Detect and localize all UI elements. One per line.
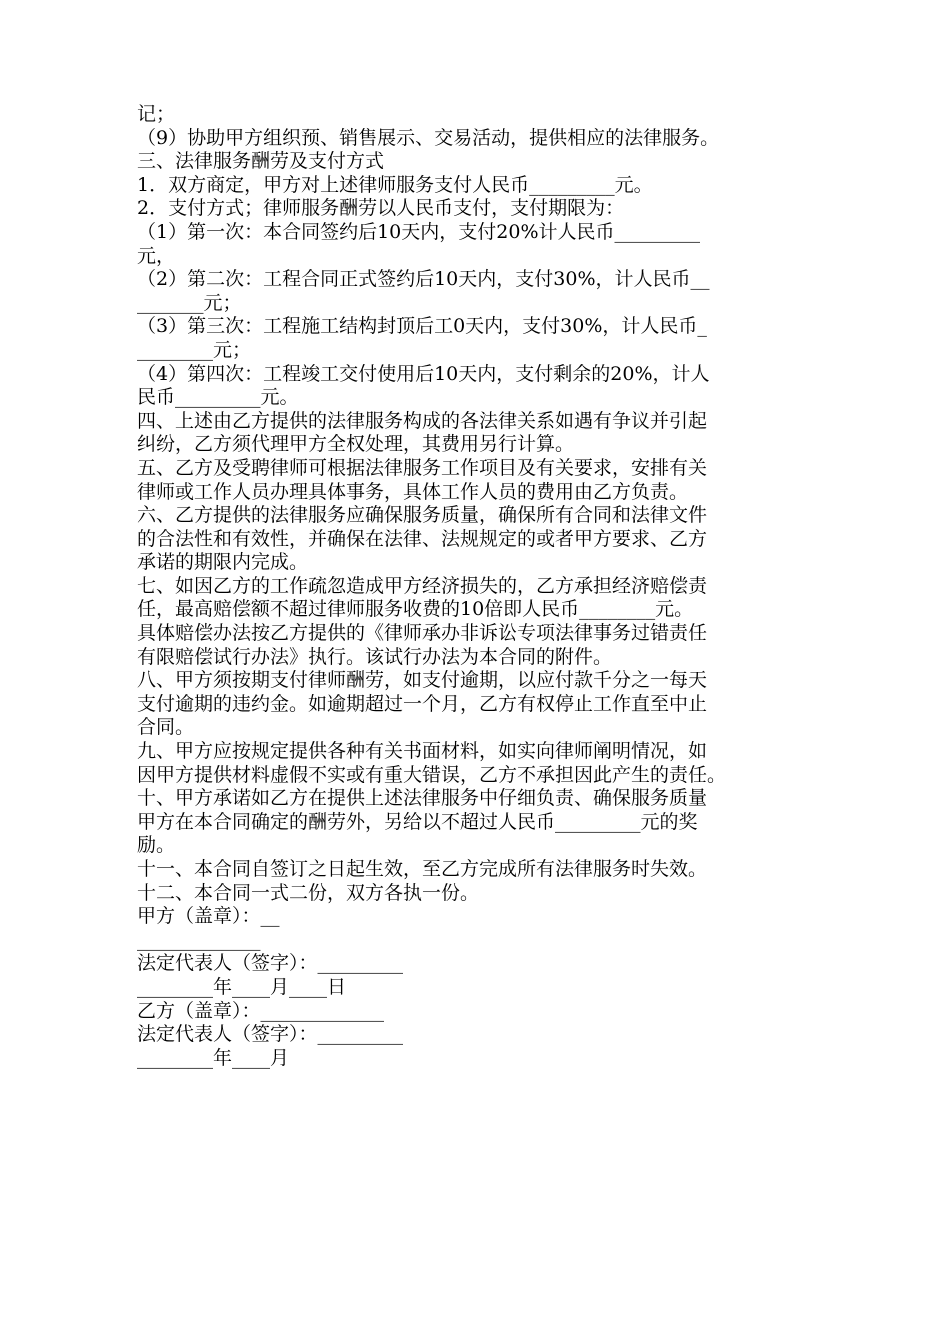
text-line: 具体赔偿办法按乙方提供的《律师承办非诉讼专项法律事务过错责任 [137,622,708,645]
text-line: 律师或工作人员办理具体事务，具体工作人员的费用由乙方负责。 [137,480,689,503]
party-a-seal-blank: _____________ [137,928,261,951]
text-line: 有限赔偿试行办法》执行。该试行办法为本合同的附件。 [137,645,613,668]
text-line: 元， [137,244,176,267]
text-line: _______元； [137,291,242,314]
text-line: 八、甲方须按期支付律师酬劳，如支付逾期，以应付款千分之一每天 [137,669,708,692]
text-line: 七、如因乙方的工作疏忽造成甲方经济损失的，乙方承担经济赔偿责 [137,574,708,597]
text-line: 支付逾期的违约金。如逾期超过一个月，乙方有权停止工作直至中止 [137,692,708,715]
text-line: 任，最高赔偿额不超过律师服务收费的10倍即人民币________元。 [137,598,694,621]
text-line: 民币_________元。 [137,386,299,409]
text-line: （2）第二次：工程合同正式签约后10天内，支付30%，计人民币__ [137,268,710,291]
party-b-seal-line: 乙方（盖章）：_____________ [137,999,385,1022]
text-line: 记； [137,103,176,125]
text-line: 十、甲方承诺如乙方在提供上述法律服务中仔细负责、确保服务质量 [137,787,708,810]
text-line: （9）协助甲方组织预、销售展示、交易活动，提供相应的法律服务。 [137,126,720,149]
text-line: 九、甲方应按规定提供各种有关书面材料，如实向律师阐明情况，如 [137,740,708,763]
text-line: 的合法性和有效性，并确保在法律、法规规定的或者甲方要求、乙方 [137,527,708,550]
text-line: 2．支付方式；律师服务酬劳以人民币支付，支付期限为： [137,197,625,220]
text-line: 纠纷，乙方须代理甲方全权处理，其费用另行计算。 [137,433,575,456]
text-line: （3）第三次：工程施工结构封顶后工0天内，支付30%，计人民币_ [137,315,707,338]
text-line: 合同。 [137,716,195,739]
text-line: 十一、本合同自签订之日起生效，至乙方完成所有法律服务时失效。 [137,858,708,880]
date-line: ________年____月 [137,1046,290,1069]
text-line: 1．双方商定，甲方对上述律师服务支付人民币_________元。 [137,173,653,196]
legal-rep-signature-line: 法定代表人（签字）：_________ [137,952,404,975]
text-line: （4）第四次：工程竣工交付使用后10天内，支付剩余的20%，计人 [137,362,710,385]
text-line: 六、乙方提供的法律服务应确保服务质量，确保所有合同和法律文件 [137,504,708,527]
text-line: 因甲方提供材料虚假不实或有重大错误，乙方不承担因此产生的责任。 [137,763,727,786]
text-line: ________元； [137,338,252,361]
party-a-seal-line: 甲方（盖章）：__ [137,905,280,928]
legal-rep-signature-line: 法定代表人（签字）：_________ [137,1023,404,1046]
text-line: （1）第一次：本合同签约后10天内，支付20%计人民币_________ [137,220,700,243]
text-line: 十二、本合同一式二份，双方各执一份。 [137,881,480,904]
text-line: 励。 [137,834,176,857]
text-line: 四、上述由乙方提供的法律服务构成的各法律关系如遇有争议并引起 [137,409,708,432]
text-line: 承诺的期限内完成。 [137,551,309,574]
contract-text-body [137,103,817,1070]
text-line: 五、乙方及受聘律师可根据法律服务工作项目及有关要求，安排有关 [137,456,708,479]
date-line: ________年____月____日 [137,975,347,998]
section-heading: 三、法律服务酬劳及支付方式 [137,150,385,173]
text-line: 甲方在本合同确定的酬劳外，另给以不超过人民币_________元的奖 [137,810,698,833]
